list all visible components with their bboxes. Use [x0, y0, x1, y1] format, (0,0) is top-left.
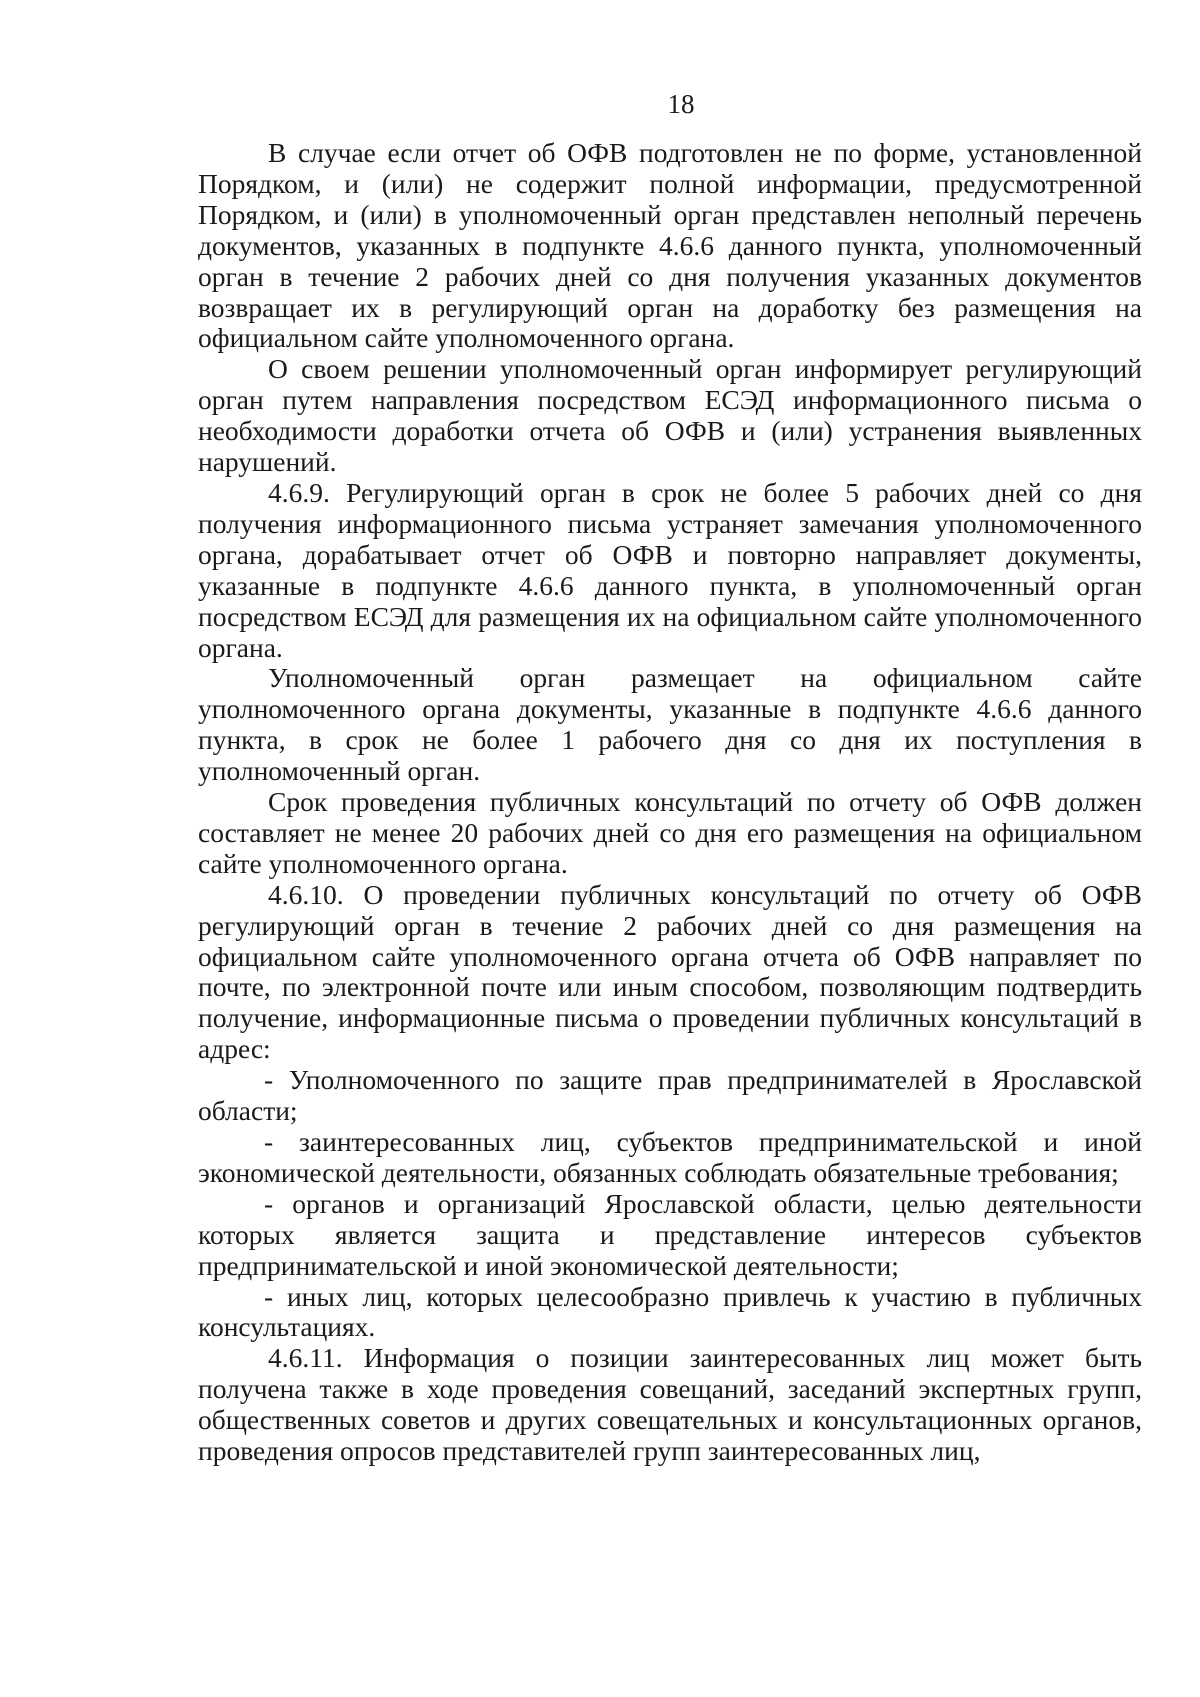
list-item-interested-parties: - заинтересованных лиц, субъектов предпринимательской и иной экономической деятельности, обязанных соблюдать обязательные требования; [198, 1126, 1142, 1188]
paragraph-4-6-9: 4.6.9. Регулирующий орган в срок не более 5 рабочих дней со дня получения информационного письма устраняет замечания уполномоченного органа, дорабатывает отчет об ОФВ и повторно направляет документы, указанные в подпункте 4.6.6 данного пункта, в уполномоченный орган посредством ЕСЭД для размещения их на официальном сайте уполномоченного органа. [198, 476, 1142, 663]
paragraph-consultation-period: Срок проведения публичных консультаций по отчету об ОФВ должен составляет не менее 20 рабочих дней со дня его размещения на официальном сайте уполномоченного органа. [198, 786, 1142, 879]
paragraph-4-6-11: 4.6.11. Информация о позиции заинтересованных лиц может быть получена также в ходе проведения совещаний, заседаний экспертных групп, общественных советов и других совещательных и консультационных органов, проведения опросов представителей групп заинтересованных лиц, [198, 1342, 1142, 1467]
paragraph-return-for-revision: В случае если отчет об ОФВ подготовлен не по форме, установленной Порядком, и (или) не содержит полной информации, предусмотренной Порядком, и (или) в уполномоченный орган представлен неполный перечень документов, указанных в подпункте 4.6.6 данного пункта, уполномоченный орган в течение 2 рабочих дней со дня получения указанных документов возвращает их в регулирующий орган на доработку без размещения на официальном сайте уполномоченного органа. [198, 137, 1142, 354]
list-item-ombudsman: - Уполномоченного по защите прав предпринимателей в Ярославской области; [198, 1064, 1142, 1127]
page-number: 18 [667, 89, 695, 119]
paragraph-4-6-10: 4.6.10. О проведении публичных консультаций по отчету об ОФВ регулирующий орган в течение 2 рабочих дней со дня размещения на официальном сайте уполномоченного органа отчета об ОФВ направляет по почте, по электронной почте или иным способом, позволяющим подтвердить получение, информационные письма о проведении публичных консультаций в адрес: [198, 878, 1142, 1065]
paragraph-publication: Уполномоченный орган размещает на официальном сайте уполномоченного органа документы, указанные в подпункте 4.6.6 данного пункта, в срок не более 1 рабочего дня со дня их поступления в уполномоченный орган. [198, 662, 1142, 787]
document-body [198, 138, 1142, 1467]
list-item-other-persons: - иных лиц, которых целесообразно привлечь к участию в публичных консультациях. [198, 1280, 1142, 1343]
list-item-organizations: - органов и организаций Ярославской области, целью деятельности которых является защита и представление интересов субъектов предпринимательской и иной экономической деятельности; [198, 1187, 1142, 1281]
paragraph-decision-notice: О своем решении уполномоченный орган информирует регулирующий орган путем направления посредством ЕСЭД информационного письма о необходимости доработки отчета об ОФВ и (или) устранения выявленных нарушений. [198, 353, 1142, 478]
